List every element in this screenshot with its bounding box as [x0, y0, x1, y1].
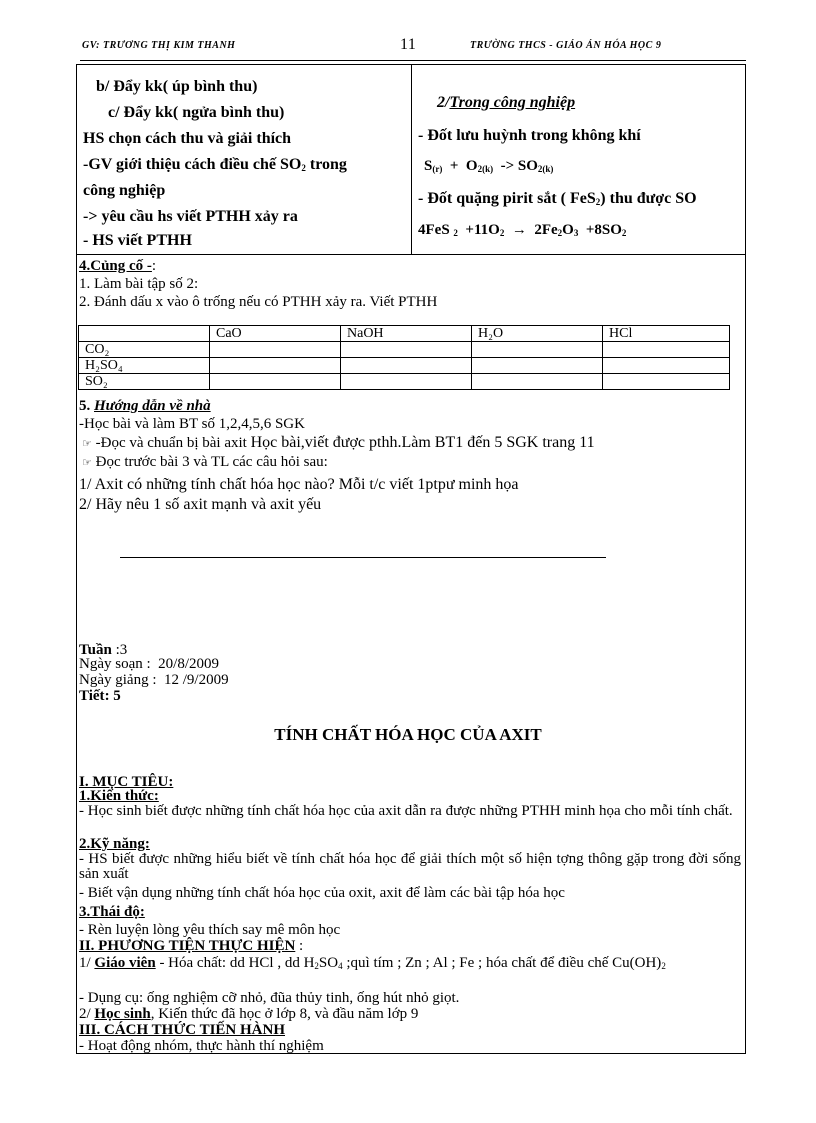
- left-line-2: c/ Đẩy kk( ngửa bình thu): [108, 104, 285, 121]
- homework-heading: 5. Hướng dẫn về nhà: [79, 398, 211, 414]
- homework-line-3: ☞ Đọc trước bài 3 và TL các câu hỏi sau:: [82, 454, 328, 470]
- page-title: TÍNH CHẤT HÓA HỌC CỦA AXIT: [274, 725, 542, 744]
- student-line: 2/ Học sinh, Kiến thức đã học ở lớp 8, và đầu năm lớp 9: [79, 1006, 419, 1022]
- homework-line-2: ☞ -Đọc và chuẩn bị bài axit Học bài,viết được pthh.Làm BT1 đến 5 SGK trang 11: [82, 434, 595, 451]
- table-header-row: [79, 326, 730, 342]
- knowledge-text: - Học sinh biết được những tính chất hóa học của axit dẫn ra được những PTHH minh họa cho mỗi tính chất.: [79, 803, 733, 819]
- hand-pointer-icon: ☞: [82, 456, 92, 469]
- table-cell[interactable]: [210, 358, 341, 374]
- equation-2: 4FeS $_2 +11O_2 \to 2Fe_2O_3 +8SO_2$: [418, 222, 627, 238]
- page-number: 11: [400, 36, 417, 53]
- pyrite-line: - Đốt quặng pirit sắt ( FeS$_2$) thu được SO: [418, 190, 697, 207]
- table-header-cell: H₂O: [472, 326, 603, 342]
- homework-question-2: 2/ Hãy nêu 1 số axit mạnh và axit yếu: [79, 496, 322, 513]
- objectives-heading: I. MỤC TIÊU:: [79, 774, 174, 790]
- attitude-text: - Rèn luyện lòng yêu thích say mê môn học: [79, 922, 341, 938]
- teacher-line: 1/ Giáo viên - Hóa chất: dd HCl , dd $H_2SO_4$ ;quì tím ; Zn ; Al ; Fe ; hóa chất để điều chế $Cu(OH)_2$: [79, 955, 666, 971]
- skills-heading: 2.Kỹ năng:: [79, 836, 150, 852]
- table-row: [79, 374, 730, 390]
- week-line: Tuần :3: [79, 642, 128, 658]
- table-cell[interactable]: [341, 374, 472, 390]
- table-header-cell: HCl: [603, 326, 730, 342]
- table-cell[interactable]: [210, 342, 341, 358]
- table-cell[interactable]: [472, 358, 603, 374]
- left-line-3: HS chọn cách thu và giải thích: [83, 130, 292, 147]
- means-heading: II. PHƯƠNG TIỆN THỰC HIỆN :: [79, 938, 304, 954]
- header-right: TRƯỜNG THCS - GIÁO ÁN HÓA HỌC 9: [470, 40, 662, 51]
- table-header-cell: [79, 326, 210, 342]
- left-line-4: -GV giới thiệu cách điều chế $SO_2$ trong: [83, 156, 347, 173]
- consolidate-heading: 4.Củng cố -:: [79, 258, 157, 274]
- table-row: [79, 342, 730, 358]
- period-line: Tiết: 5: [79, 688, 121, 704]
- table-cell[interactable]: [341, 342, 472, 358]
- table-cell[interactable]: [603, 342, 730, 358]
- equation-1: $S_{(r)} + O_{2(k)} -> SO_{2(k)}$: [424, 158, 554, 174]
- table-cell[interactable]: [603, 358, 730, 374]
- table-cell[interactable]: [472, 342, 603, 358]
- table-header-cell: NaOH: [341, 326, 472, 342]
- left-line-1: b/ Đẩy kk( úp bình thu): [96, 78, 258, 95]
- row-label: H₂SO₄: [79, 358, 210, 374]
- consolidate-line-1: 1. Làm bài tập số 2:: [79, 276, 199, 292]
- attitude-heading: 3.Thái độ:: [79, 904, 145, 920]
- header-rule: [80, 60, 746, 61]
- header-left: GV: TRƯƠNG THỊ KIM THANH: [82, 40, 236, 51]
- method-line-1: - Hoạt động nhóm, thực hành thí nghiệm: [79, 1038, 324, 1054]
- table-cell[interactable]: [472, 374, 603, 390]
- top-table-column-divider: [411, 64, 412, 254]
- table-cell[interactable]: [341, 358, 472, 374]
- homework-line-1: -Học bài và làm BT số 1,2,4,5,6 SGK: [79, 416, 305, 432]
- teach-date-line: Ngày giảng : 12 /9/2009: [79, 672, 229, 688]
- table-header-cell: CaO: [210, 326, 341, 342]
- skills-text-2: - Biết vận dụng những tính chất hóa học của oxit, axit để làm các bài tập hóa học: [79, 885, 565, 901]
- table-cell[interactable]: [603, 374, 730, 390]
- hand-pointer-icon: ☞: [82, 437, 92, 450]
- row-label: CO₂: [79, 342, 210, 358]
- left-line-6: -> yêu cầu hs viết PTHH xảy ra: [83, 208, 298, 225]
- consolidate-line-2: 2. Đánh dấu x vào ô trống nếu có PTHH xảy ra. Viết PTHH: [79, 294, 438, 310]
- reaction-table: [78, 325, 730, 390]
- row-label: SO₂: [79, 374, 210, 390]
- homework-question-1: 1/ Axit có những tính chất hóa học nào? Mỗi t/c viết 1ptpư minh họa: [79, 476, 519, 493]
- industry-heading: 2/Trong công nghiệp: [437, 94, 576, 111]
- section-separator: [120, 557, 606, 558]
- burn-sulfur-line: - Đốt lưu huỳnh trong không khí: [418, 127, 641, 144]
- left-line-7: - HS viết PTHH: [83, 232, 192, 249]
- knowledge-heading: 1.Kiến thức:: [79, 788, 159, 804]
- top-table-divider: [76, 254, 746, 255]
- prep-date-line: Ngày soạn : 20/8/2009: [79, 656, 219, 672]
- table-cell[interactable]: [210, 374, 341, 390]
- skills-text-1: - HS biết được những hiểu biết về tính chất hóa học để giải thích một số hiện tợng thông gặp trong đời sống sản xuất: [79, 851, 741, 882]
- method-heading: III. CÁCH THỨC TIẾN HÀNH: [79, 1022, 286, 1038]
- table-row: [79, 358, 730, 374]
- left-line-5: công nghiệp: [83, 182, 166, 199]
- tools-line: - Dụng cụ: ống nghiệm cỡ nhỏ, đũa thủy tinh, ống hút nhỏ giọt.: [79, 990, 460, 1006]
